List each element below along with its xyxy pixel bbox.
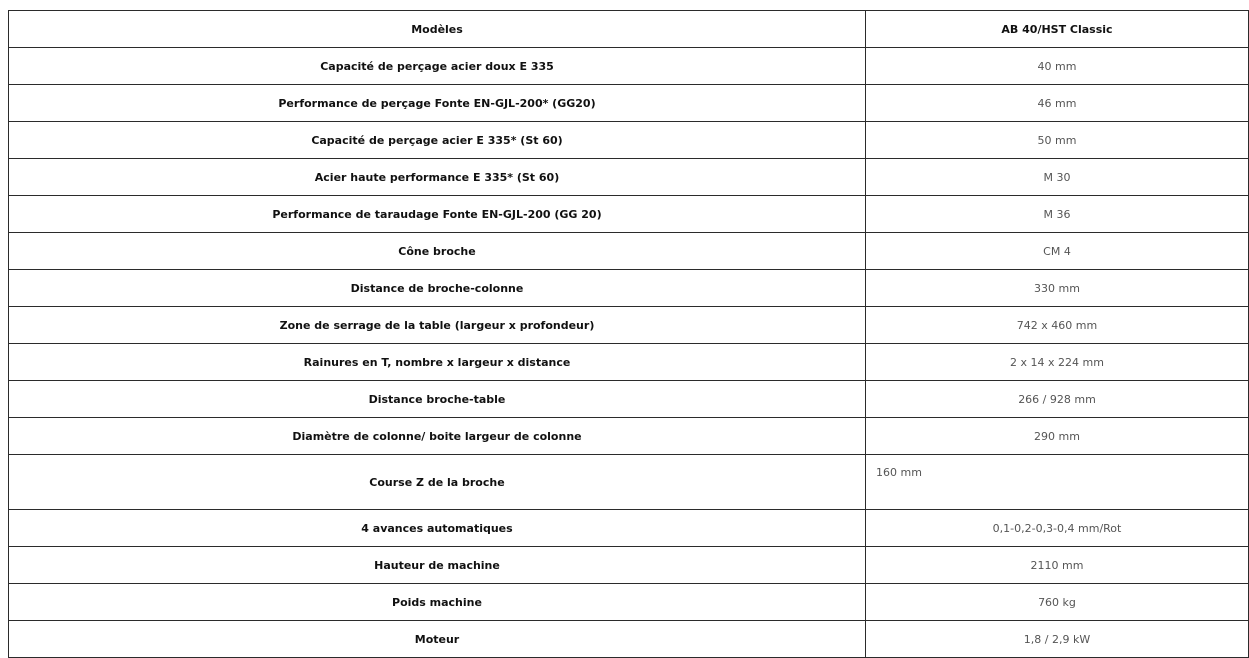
spec-value: 266 / 928 mm [866,381,1249,418]
spec-label: Capacité de perçage acier doux E 335 [9,48,866,85]
table-row [9,48,1249,85]
header-label-cell: Modèles [9,11,866,48]
spec-value: 40 mm [866,48,1249,85]
spec-label: Acier haute performance E 335* (St 60) [9,159,866,196]
spec-label: Capacité de perçage acier E 335* (St 60) [9,122,866,159]
spec-label: Distance de broche-colonne [9,270,866,307]
table-row [9,85,1249,122]
header-model-cell: AB 40/HST Classic [866,11,1249,48]
spec-value: 160 mm [866,455,1249,510]
spec-value: M 30 [866,159,1249,196]
table-row [9,510,1249,547]
spec-value: 2 x 14 x 224 mm [866,344,1249,381]
spec-label: Rainures en T, nombre x largeur x distance [9,344,866,381]
spec-label: Zone de serrage de la table (largeur x profondeur) [9,307,866,344]
table-row [9,455,1249,510]
spec-value: 2110 mm [866,547,1249,584]
table-row [9,159,1249,196]
table-row [9,381,1249,418]
spec-value: 46 mm [866,85,1249,122]
spec-table [8,10,1249,658]
table-row [9,584,1249,621]
spec-label: Distance broche-table [9,381,866,418]
spec-label: 4 avances automatiques [9,510,866,547]
spec-label: Course Z de la broche [9,455,866,510]
spec-value: 742 x 460 mm [866,307,1249,344]
spec-label: Moteur [9,621,866,658]
table-row [9,418,1249,455]
table-row [9,547,1249,584]
spec-label: Performance de perçage Fonte EN-GJL-200* (GG20) [9,85,866,122]
table-row [9,233,1249,270]
spec-label: Cône broche [9,233,866,270]
table-row [9,344,1249,381]
spec-value: 1,8 / 2,9 kW [866,621,1249,658]
table-row [9,270,1249,307]
spec-value: CM 4 [866,233,1249,270]
spec-label: Diamètre de colonne/ boite largeur de colonne [9,418,866,455]
spec-value: 330 mm [866,270,1249,307]
spec-value: 50 mm [866,122,1249,159]
table-row [9,196,1249,233]
table-row [9,621,1249,658]
table-row [9,122,1249,159]
spec-label: Poids machine [9,584,866,621]
spec-label: Hauteur de machine [9,547,866,584]
spec-value: 290 mm [866,418,1249,455]
table-header-row [9,11,1249,48]
spec-value: 0,1-0,2-0,3-0,4 mm/Rot [866,510,1249,547]
spec-label: Performance de taraudage Fonte EN-GJL-200 (GG 20) [9,196,866,233]
spec-value: M 36 [866,196,1249,233]
spec-value: 760 kg [866,584,1249,621]
table-row [9,307,1249,344]
